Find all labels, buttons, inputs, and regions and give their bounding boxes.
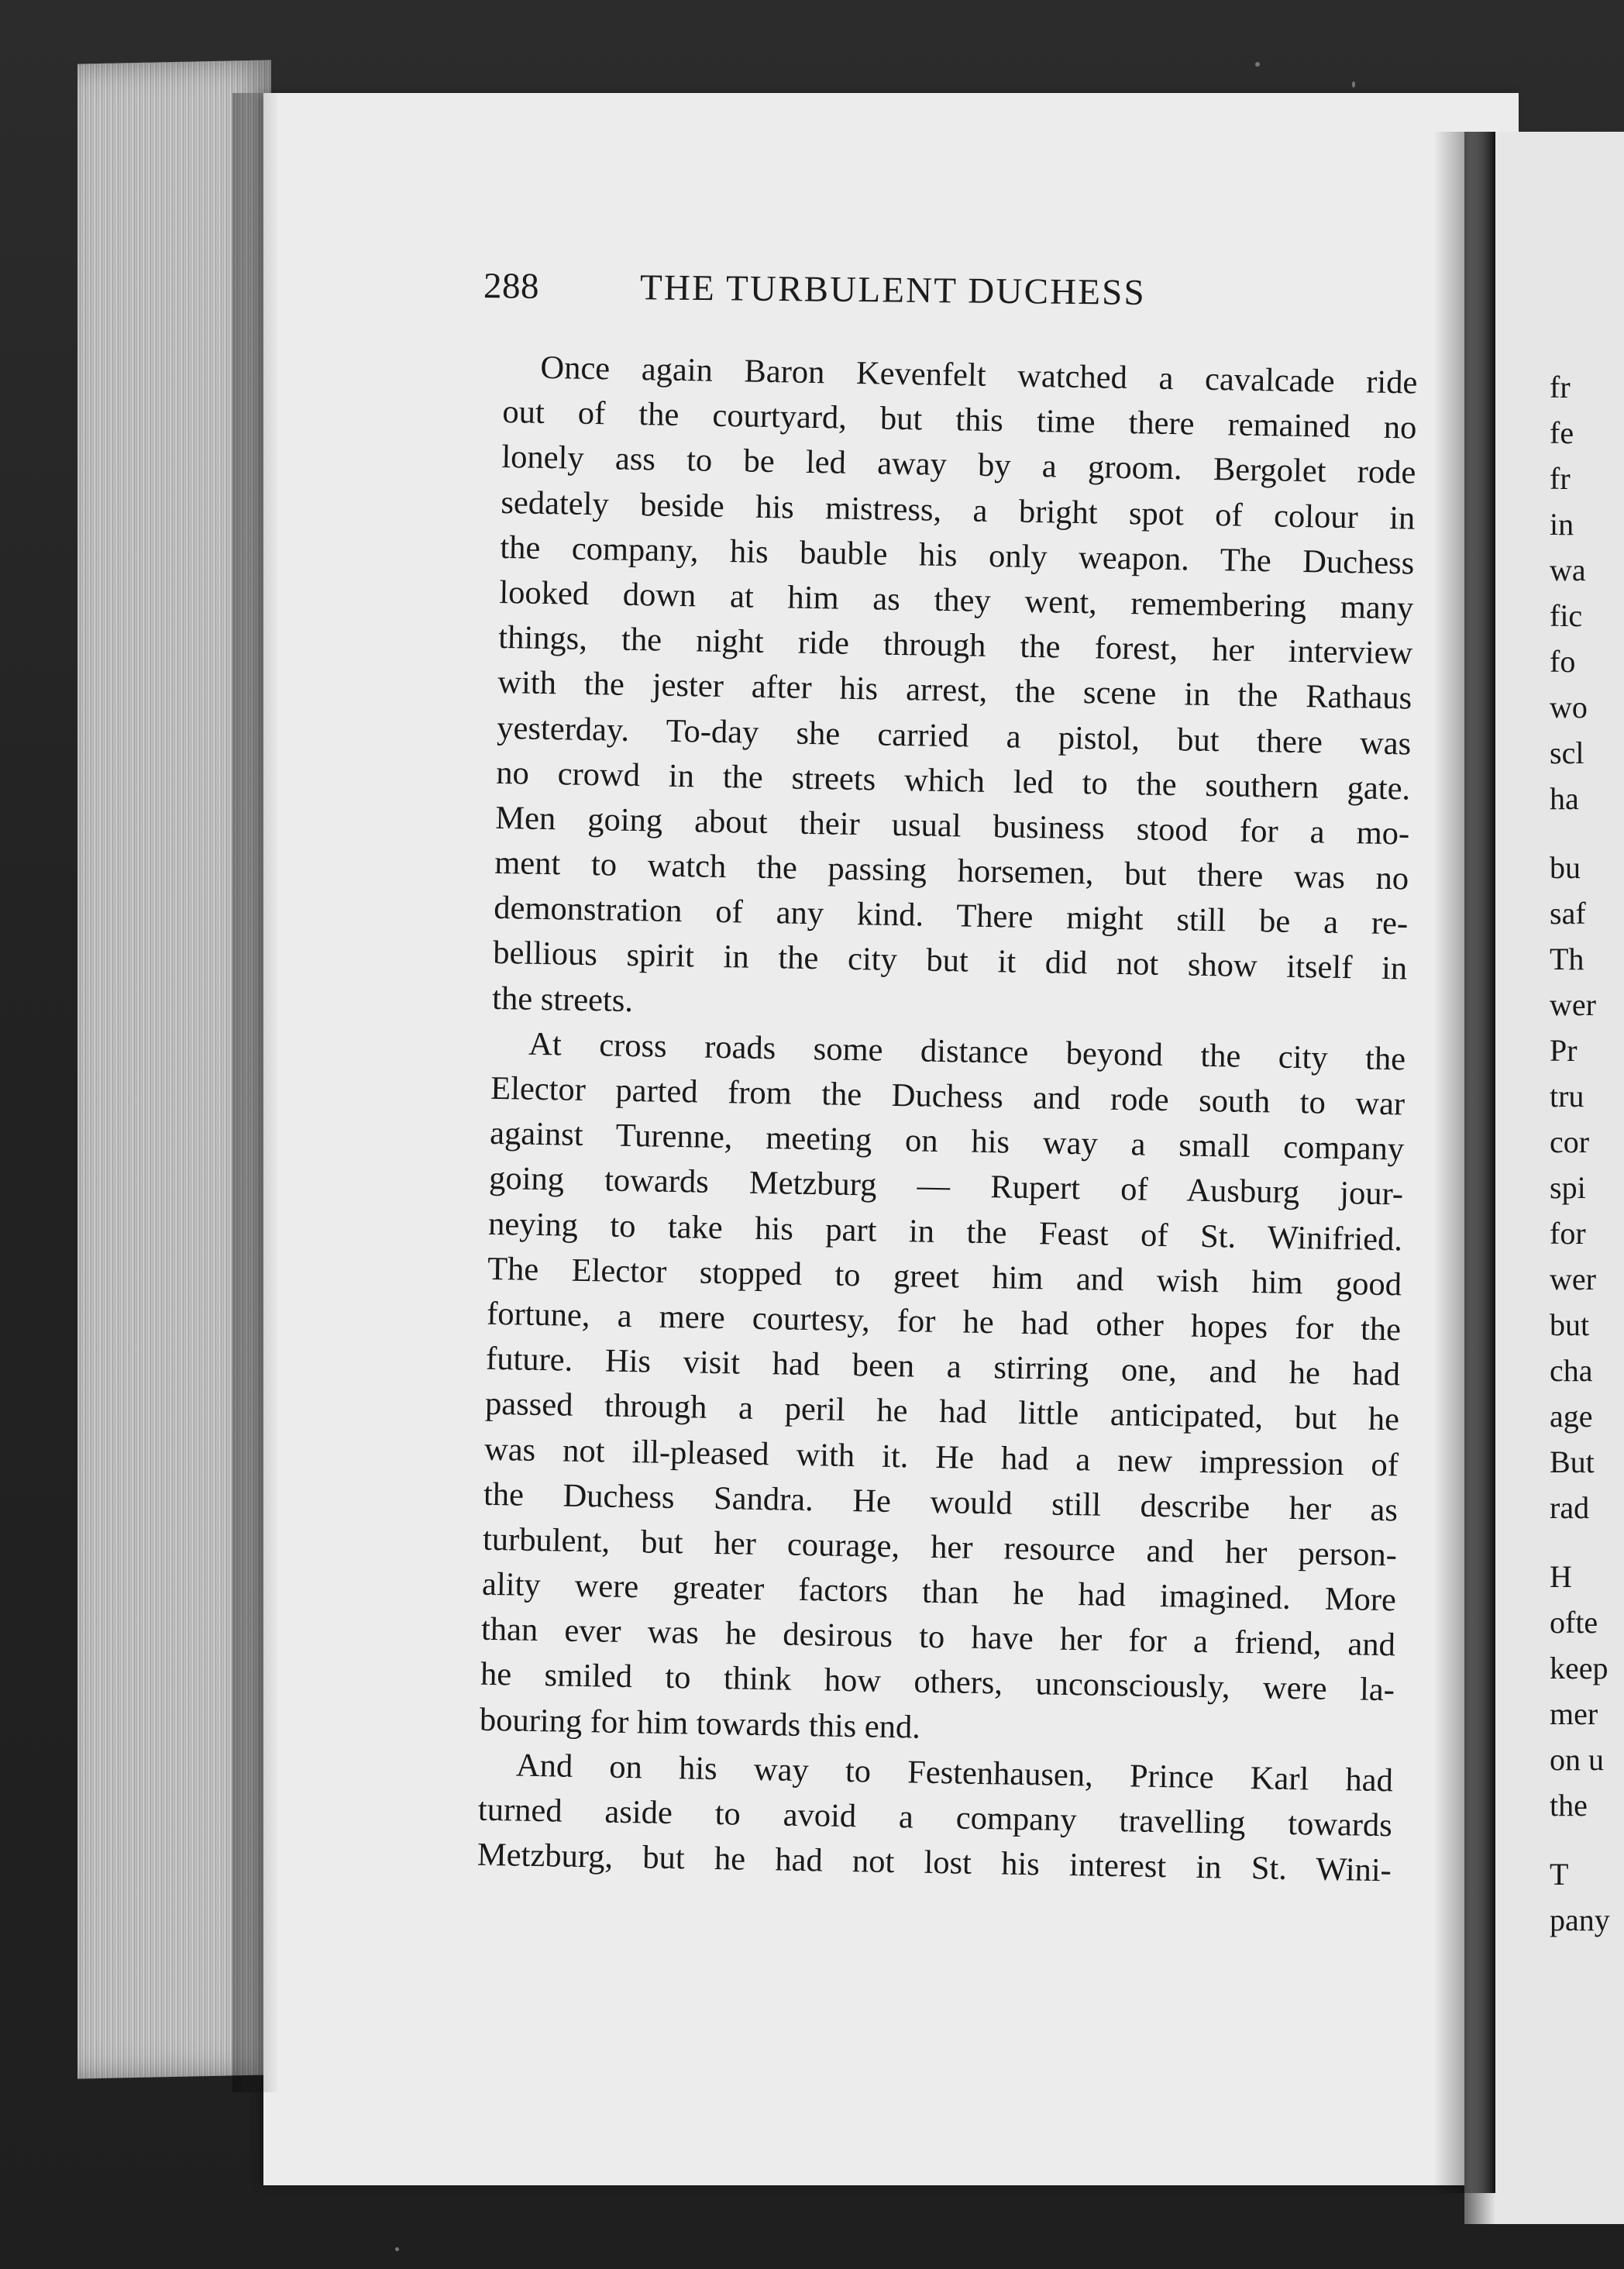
facing-page-fragment: cha [1550, 1353, 1593, 1388]
text-line: things, the night ride through the forest, her interview [497, 619, 1413, 672]
text-line: than ever was he desirous to have her for a friend, and [480, 1611, 1396, 1664]
facing-page-fragment: the [1550, 1788, 1588, 1823]
facing-page-fragment: ofte [1550, 1605, 1598, 1640]
facing-page-fragment: T [1550, 1857, 1569, 1892]
facing-page-fragment: cor [1550, 1124, 1590, 1159]
text-line: turbulent, but her courage, her resource and her person- [482, 1520, 1398, 1574]
text-line: demonstration of any kind. There might still be a re- [493, 890, 1409, 942]
text-line: the Duchess Sandra. He would still describe her as [483, 1475, 1399, 1529]
text-line: was not ill-pleased with it. He had a new impression of [483, 1431, 1399, 1483]
facing-page-fragment: Th [1550, 942, 1584, 976]
facing-page-fragment: but [1550, 1307, 1590, 1342]
text-line: bouring for him towards this end. [479, 1701, 921, 1746]
book-gutter [1433, 132, 1495, 2193]
text-line: passed through a peril he had little anticipated, but he [484, 1386, 1400, 1438]
facing-page-fragment: wa [1550, 553, 1586, 587]
facing-page-fragment: age [1550, 1399, 1593, 1434]
text-line: sedately beside his mistress, a bright spot of colour in [501, 484, 1416, 537]
facing-page-fragment: mer [1550, 1696, 1598, 1731]
text-line: Men going about their usual business stood for a mo- [494, 799, 1410, 852]
text-line: lonely ass to be led away by a groom. Bergolet rode [501, 439, 1416, 491]
dust-speck [1352, 81, 1355, 88]
facing-page-gap [1550, 1530, 1624, 1554]
text-line: looked down at him as they went, remembering many [499, 573, 1414, 627]
facing-page-fragment: ha [1550, 781, 1579, 816]
text-line: against Turenne, meeting on his way a small company [489, 1115, 1405, 1168]
facing-page-fragment: for [1550, 1216, 1586, 1251]
text-line: the streets. [491, 980, 634, 1019]
facing-page-fragment: scl [1550, 735, 1584, 770]
facing-page-fragment: wer [1550, 1262, 1596, 1296]
text-line: ment to watch the passing horsemen, but there was no [494, 844, 1409, 897]
facing-page-fragment: spi [1550, 1170, 1586, 1205]
text-line: fortune, a mere courtesy, for he had other hopes for the [486, 1295, 1402, 1348]
facing-page-gap [1550, 1828, 1624, 1851]
facing-page-gap [1550, 821, 1624, 845]
text-line: going towards Metzburg — Rupert of Ausburg jour- [488, 1160, 1404, 1213]
facing-page-fragment: wo [1550, 690, 1588, 725]
body-text [477, 345, 1417, 1894]
text-line: yesterday. To-day she carried a pistol, but there was [496, 709, 1412, 763]
facing-page-fragment: on u [1550, 1742, 1604, 1777]
facing-page-fragment: bu [1550, 850, 1581, 885]
page-edges-shadow [232, 93, 279, 2092]
text-line: ality were greater factors than he had imagined. More [481, 1565, 1397, 1619]
text-line: Once again Baron Kevenfelt watched a cavalcade ride [540, 349, 1418, 401]
page-number: 288 [483, 266, 540, 307]
text-line: turned aside to avoid a company travelling towards [477, 1791, 1393, 1844]
text-line: with the jester after his arrest, the scene in the Rathaus [497, 664, 1412, 717]
text-line: no crowd in the streets which led to the southern gate. [495, 754, 1411, 807]
text-line: the company, his bauble his only weapon. The Duchess [500, 529, 1415, 582]
text-line: neying to take his part in the Feast of St. Winifried. [487, 1205, 1403, 1258]
facing-page-fragment: fic [1550, 598, 1583, 633]
text-line: At cross roads some distance beyond the city the [528, 1025, 1406, 1078]
dust-speck [395, 2247, 399, 2251]
facing-page-fragment: fr [1550, 370, 1571, 405]
facing-page-fragment: fo [1550, 644, 1576, 679]
facing-page-text [1550, 364, 1624, 1943]
text-line: Elector parted from the Duchess and rode south to war [490, 1069, 1406, 1123]
facing-page-fragment: H [1550, 1559, 1572, 1594]
text-line: And on his way to Festenhausen, Prince Karl had [515, 1747, 1394, 1799]
dust-speck [1255, 62, 1260, 67]
facing-page-fragment: rad [1550, 1490, 1590, 1525]
facing-page-fragment: Pr [1550, 1033, 1578, 1068]
facing-page-fragment: fr [1550, 461, 1571, 496]
text-line: future. His visit had been a stirring one, and he had [485, 1340, 1401, 1393]
facing-page-fragment: pany [1550, 1902, 1610, 1937]
facing-page-fragment: keep [1550, 1651, 1609, 1685]
facing-page-fragment: saf [1550, 896, 1586, 931]
facing-page-fragment: in [1550, 507, 1574, 542]
facing-page-fragment: tru [1550, 1079, 1584, 1114]
text-line: he smiled to think how others, unconsciously, were la- [480, 1656, 1395, 1709]
facing-page-fragment: fe [1550, 415, 1574, 450]
facing-page-fragment: But [1550, 1444, 1595, 1479]
page-title: THE TURBULENT DUCHESS [639, 267, 1147, 313]
text-line: bellious spirit in the city but it did not show itself in [492, 935, 1408, 987]
text-line: Metzburg, but he had not lost his interest in St. Wini- [477, 1836, 1392, 1889]
text-line: out of the courtyard, but this time there remained no [502, 394, 1417, 446]
text-line: The Elector stopped to greet him and wish him good [487, 1250, 1402, 1303]
facing-page-fragment: wer [1550, 987, 1596, 1022]
running-head [483, 265, 1275, 320]
